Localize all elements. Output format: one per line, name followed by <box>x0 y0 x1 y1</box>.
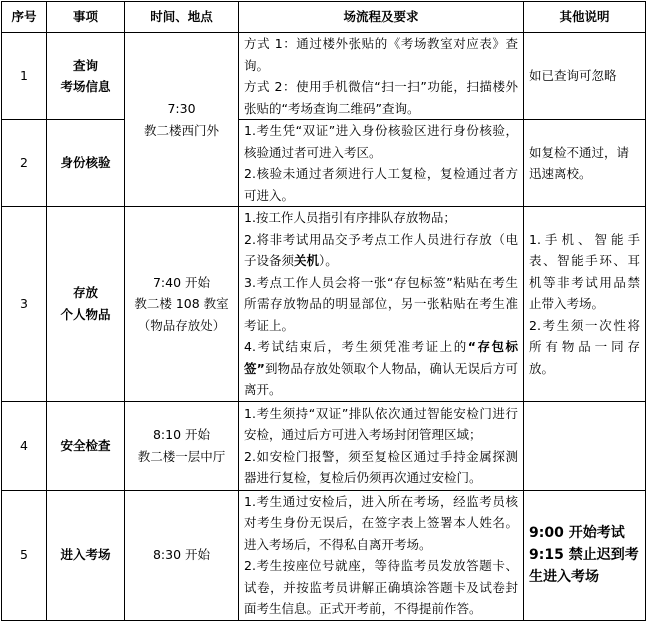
place-line: 教二楼西门外 <box>143 122 219 138</box>
table-row <box>2 207 646 402</box>
table-row <box>2 120 646 207</box>
row-item: 身份核验 <box>47 120 125 207</box>
item-line: 考场信息 <box>60 79 111 94</box>
step: 方式 1：通过楼外张贴的《考场教室对应表》查询。 <box>244 36 518 73</box>
item-line: 存放 <box>72 285 98 301</box>
row-procedure <box>239 207 524 402</box>
table-row <box>2 33 646 120</box>
time-line: 7:30 <box>167 101 196 116</box>
row-time-place <box>125 401 239 490</box>
item-line: 个人物品 <box>60 306 111 322</box>
item-line: 查询 <box>72 57 98 73</box>
header-row <box>2 2 646 33</box>
row-no: 3 <box>2 207 47 402</box>
exam-procedure-table <box>1 1 646 621</box>
row-notes <box>524 120 646 207</box>
row-time-place <box>125 207 239 402</box>
step: 2.核验未通过者须进行人工复检，复检通过者方可进入。 <box>244 166 518 203</box>
header-no: 序号 <box>2 2 47 33</box>
step <box>244 229 518 272</box>
note: 如复检不通过，请迅速离校。 <box>529 144 630 181</box>
note-late-cutoff: 9:15 禁止迟到考生进入考场 <box>529 547 639 585</box>
row-no: 5 <box>2 490 47 620</box>
row-item: 进入考场 <box>47 490 125 620</box>
row-notes <box>524 207 646 402</box>
row-no: 1 <box>2 33 47 120</box>
header-item: 事项 <box>47 2 125 33</box>
row-notes <box>524 490 646 620</box>
row-procedure <box>239 33 524 120</box>
header-time-place: 时间、地点 <box>125 2 239 33</box>
place-line: 教二楼 108 教室 <box>134 296 229 311</box>
step: 1.按工作人员指引有序排队存放物品； <box>244 210 456 225</box>
step: 3.考点工作人员会将一张“存包标签”粘贴在考生所需存放物品的明显部位，另一张粘贴在考生准考证上。 <box>244 274 518 333</box>
step: 1.考生通过安检后，进入所在考场，经监考员核对考生身份无误后，在签字表上签署本人姓名。进入考场后，不得私自离开考场。 <box>244 493 518 552</box>
table-row <box>2 490 646 620</box>
table-row <box>2 401 646 490</box>
note-exam-start: 9:00 开始考试 <box>529 525 625 541</box>
step <box>244 336 518 401</box>
header-notes: 其他说明 <box>524 2 646 33</box>
header-procedure: 场流程及要求 <box>239 2 524 33</box>
row-time-place <box>125 33 239 207</box>
step-emphasis: “存包标签” <box>244 339 518 376</box>
step-text: ）。 <box>319 253 338 268</box>
row-procedure <box>239 401 524 490</box>
step: 1.考生须持“双证”排队依次通过智能安检门进行安检，通过后方可进入考场封闭管理区域； <box>244 405 518 442</box>
row-item: 安全检查 <box>47 401 125 490</box>
row-notes <box>524 401 646 490</box>
note: 2.考生须一次性将所有物品一同存放。 <box>529 317 640 376</box>
note: 1.手机、智能手表、智能手环、耳机等非考试用品禁止带入考场。 <box>529 231 640 311</box>
row-time-place <box>125 490 239 620</box>
step-text: 2.将非考试用品交予考点工作人员进行存放（电子设备须 <box>244 231 518 268</box>
step: 2.考生按座位号就座，等待监考员发放答题卡、试卷，并按监考员讲解正确填涂答题卡及试卷封面考生信息。正式开考前，不得提前作答。 <box>244 558 518 616</box>
row-procedure <box>239 490 524 620</box>
step-text: 4.考试结束后，考生须凭准考证上的 <box>244 339 468 354</box>
row-no: 2 <box>2 120 47 207</box>
row-item <box>47 33 125 120</box>
row-no: 4 <box>2 401 47 490</box>
step: 1.考生凭“双证”进入身份核验区进行身份核验，核验通过者可进入考区。 <box>244 123 518 160</box>
step: 方式 2：使用手机微信“扫一扫”功能，扫描楼外张贴的“考场查询二维码”查询。 <box>244 79 518 116</box>
step-emphasis: 关机 <box>294 253 320 268</box>
step-text: 到物品存放处领取个人物品，确认无误后方可离开。 <box>244 360 518 397</box>
time-line: 7:40 开始 <box>152 274 211 290</box>
place-line: 教二楼一层中厅 <box>137 448 226 464</box>
time-line: 8:30 开始 <box>152 547 211 563</box>
place-line: （物品存放处） <box>137 317 226 333</box>
step: 2.如安检门报警，须至复检区通过手持金属探测器进行复检，复检后仍须再次通过安检门。 <box>244 448 518 485</box>
row-procedure <box>239 120 524 207</box>
note: 如已查询可忽略 <box>529 68 617 84</box>
time-line: 8:10 开始 <box>152 427 211 442</box>
row-notes <box>524 33 646 120</box>
row-item <box>47 207 125 402</box>
